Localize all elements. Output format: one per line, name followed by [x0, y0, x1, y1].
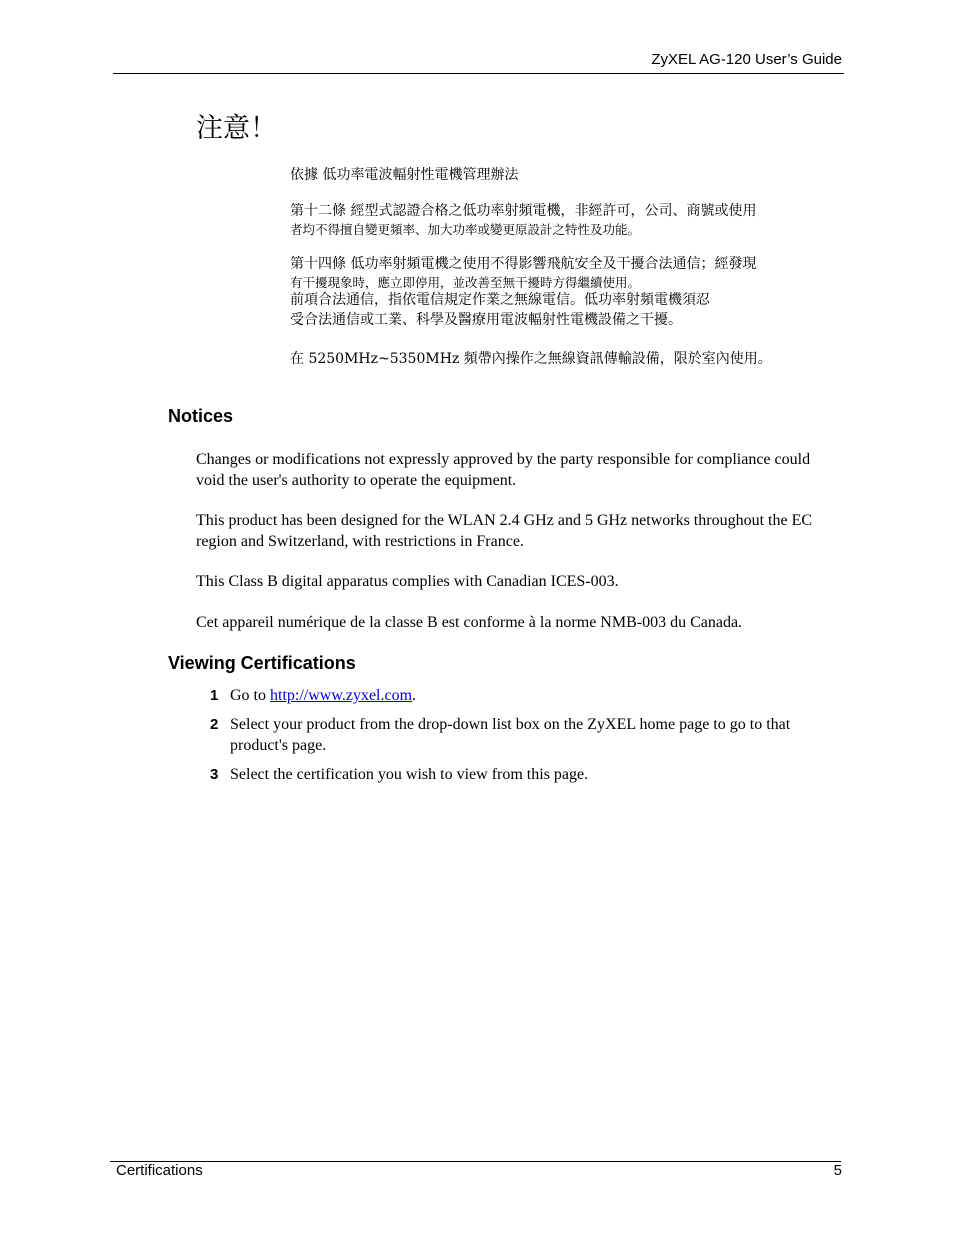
notice-paragraph: Changes or modifications not expressly approved by the party responsible for compliance could void the user's authority to operate the equipment.: [196, 451, 811, 489]
chinese-notice-title: 注意！: [196, 113, 277, 144]
step-number: 3: [210, 766, 219, 783]
step-3: [210, 764, 840, 785]
chinese-notice-line: 受合法通信或工業、科學及醫療用電波輻射性電機設備之干擾。: [290, 312, 682, 328]
step-1: [210, 685, 840, 706]
step-text-suffix: .: [412, 687, 417, 704]
viewing-certifications-heading: Viewing Certifications: [168, 653, 356, 673]
footer-rule: [110, 1161, 841, 1162]
step-text: [230, 685, 840, 706]
notice-paragraph: This product has been designed for the WLAN 2.4 GHz and 5 GHz networks throughout the EC region and Switzerland, with restrictions in France.: [196, 512, 813, 550]
page-header-title: ZyXEL AG-120 User’s Guide: [651, 51, 842, 68]
notice-paragraph: Cet appareil numérique de la classe B est conforme à la norme NMB-003 du Canada.: [196, 614, 743, 631]
chinese-notice-line: 在 5250MHz~5350MHz 頻帶內操作之無線資訊傳輸設備，限於室內使用。: [290, 351, 772, 367]
step-text-prefix: Go to: [230, 687, 270, 704]
header-rule: [113, 73, 844, 74]
chinese-notice-line: 依據 低功率電波輻射性電機管理辦法: [290, 167, 519, 183]
chinese-notice-line: 者均不得擅自變更頻率、加大功率或變更原設計之特性及功能。: [290, 222, 641, 237]
step-number: 1: [210, 687, 219, 704]
step-number: 2: [210, 716, 219, 733]
notice-paragraph: This Class B digital apparatus complies with Canadian ICES-003.: [196, 573, 619, 590]
chinese-notice-line: 有干擾現象時，應立即停用，並改善至無干擾時方得繼續使用。: [290, 275, 641, 290]
chinese-notice-line: 第十四條 低功率射頻電機之使用不得影響飛航安全及干擾合法通信；經發現: [290, 256, 757, 272]
chinese-notice-line: 第十二條 經型式認證合格之低功率射頻電機，非經許可，公司、商號或使用: [290, 203, 757, 219]
zyxel-website-link[interactable]: http://www.zyxel.com: [270, 687, 413, 704]
notices-heading: Notices: [168, 406, 234, 426]
chinese-notice-line: 前項合法通信，指依電信規定作業之無線電信。低功率射頻電機須忍: [290, 292, 710, 308]
step-2: [210, 714, 840, 756]
step-text: Select your product from the drop-down list box on the ZyXEL home page to go to that product's page.: [230, 716, 791, 754]
footer-section-name: Certifications: [116, 1162, 203, 1179]
step-text: Select the certification you wish to view from this page.: [230, 766, 589, 783]
footer-page-number: 5: [833, 1162, 842, 1179]
